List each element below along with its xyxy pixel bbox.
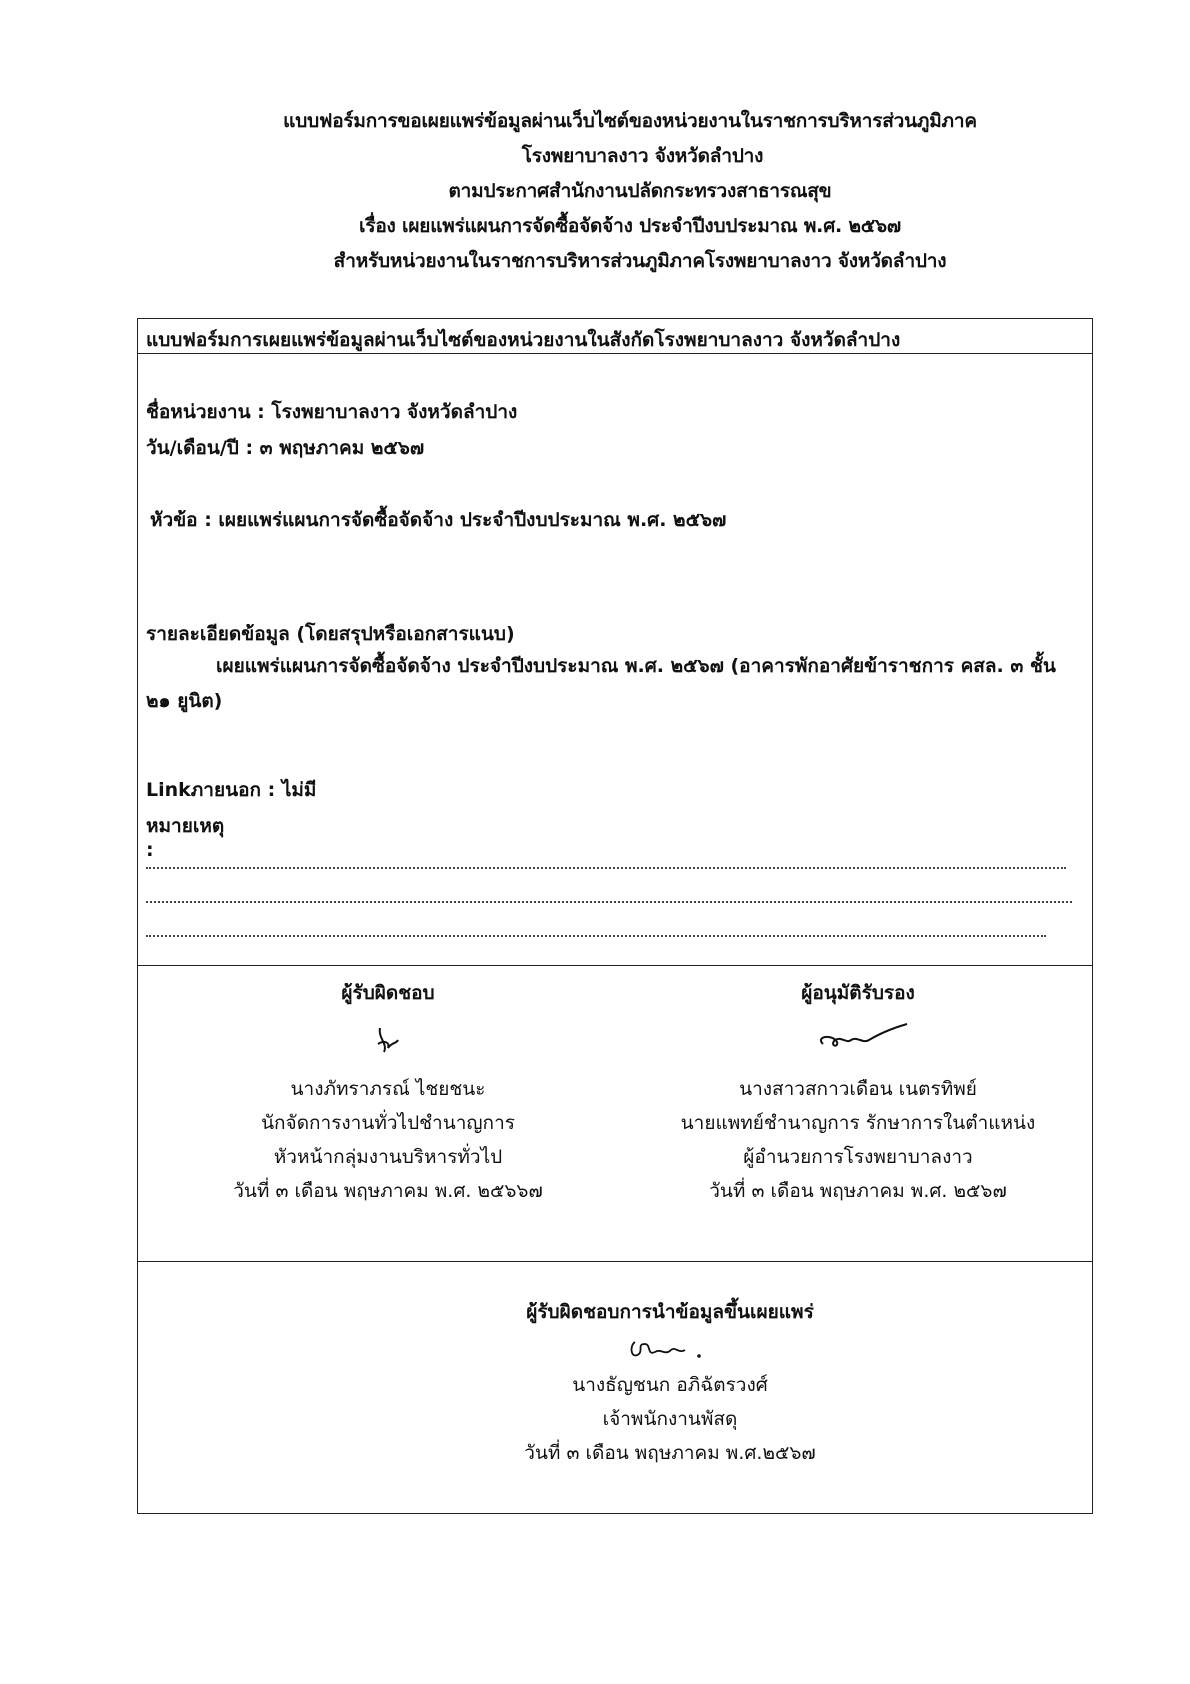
approver-signature-block — [638, 966, 1078, 1208]
responsible-position-2: หัวหน้ากลุ่มงานบริหารทั่วไป — [273, 1146, 503, 1168]
approver-role: ผู้อนุมัติรับรอง — [801, 982, 915, 1004]
remark-colon: : — [146, 839, 154, 861]
detail-text-block — [146, 649, 1076, 719]
publisher-signature — [138, 1332, 1092, 1368]
detail-text: เผยแพร่แผนการจัดซื้อจัดจ้าง ประจำปีงบประมาณ พ.ศ. ๒๕๖๗ (อาคารพักอาศัยข้าราชการ คสล. ๓ ชั้น ๒๑ ยูนิต) — [146, 655, 1056, 712]
remark-dotted-line — [146, 901, 1072, 903]
approver-position-1: นายแพทย์ชำนาญการ รักษาการในตำแหน่ง — [680, 1112, 1036, 1134]
form-header-row — [138, 319, 1092, 354]
responsible-signature-block — [198, 966, 578, 1208]
responsible-role: ผู้รับผิดชอบ — [341, 982, 435, 1004]
responsible-position-1: นักจัดการงานทั่วไปชำนาญการ — [261, 1112, 515, 1134]
agency-field: ชื่อหน่วยงาน : โรงพยาบาลงาว จังหวัดลำปาง — [146, 401, 518, 423]
publisher-name: นางธัญชนก อภิฉัตรวงศ์ — [572, 1374, 768, 1396]
signature-section — [138, 965, 1092, 1262]
title-line-5: สำหรับหน่วยงานในราชการบริหารส่วนภูมิภาคโรงพยาบาลงาว จังหวัดลำปาง — [333, 250, 947, 272]
title-line-3: ตามประกาศสำนักงานปลัดกระทรวงสาธารณสุข — [448, 180, 832, 202]
publication-form — [137, 318, 1093, 1514]
publisher-position: เจ้าพนักงานพัสดุ — [602, 1408, 738, 1430]
approver-name: นางสาวสกาวเดือน เนตรทิพย์ — [739, 1078, 977, 1100]
responsible-name: นางภัทราภรณ์ ไชยชนะ — [290, 1078, 486, 1100]
detail-label: รายละเอียดข้อมูล (โดยสรุปหรือเอกสารแนบ) — [146, 623, 515, 645]
title-line-2: โรงพยาบาลงาว จังหวัดลำปาง — [521, 145, 764, 167]
responsible-date: วันที่ ๓ เดือน พฤษภาคม พ.ศ. ๒๕๖๖๗ — [233, 1180, 543, 1202]
approver-date: วันที่ ๓ เดือน พฤษภาคม พ.ศ. ๒๕๖๗ — [709, 1180, 1007, 1202]
approver-position-2: ผู้อำนวยการโรงพยาบาลงาว — [743, 1146, 973, 1168]
external-link-field: Linkภายนอก : ไม่มี — [146, 779, 317, 801]
topic-field: หัวข้อ : เผยแพร่แผนการจัดซื้อจัดจ้าง ประจำปีงบประมาณ พ.ศ. ๒๕๖๗ — [150, 509, 727, 531]
date-field: วัน/เดือน/ปี : ๓ พฤษภาคม ๒๕๖๗ — [146, 437, 425, 459]
title-line-1: แบบฟอร์มการขอเผยแพร่ข้อมูลผ่านเว็บไซต์ของหน่วยงานในราชการบริหารส่วนภูมิภาค — [283, 110, 977, 132]
publisher-date: วันที่ ๓ เดือน พฤษภาคม พ.ศ.๒๕๖๗ — [524, 1442, 816, 1464]
remark-dotted-line — [146, 935, 1046, 937]
remark-label: หมายเหตุ — [146, 815, 225, 837]
remark-dotted-line — [146, 867, 1066, 869]
responsible-signature — [198, 1014, 578, 1072]
approver-signature — [638, 1014, 1078, 1072]
publisher-signature-block — [138, 1262, 1092, 1512]
document-title — [0, 104, 1190, 279]
form-header: แบบฟอร์มการเผยแพร่ข้อมูลผ่านเว็บไซต์ของหน่วยงานในสังกัดโรงพยาบาลงาว จังหวัดลำปาง — [146, 329, 901, 351]
title-line-4: เรื่อง เผยแพร่แผนการจัดซื้อจัดจ้าง ประจำปีงบประมาณ พ.ศ. ๒๕๖๗ — [359, 215, 901, 237]
publisher-role: ผู้รับผิดชอบการนำข้อมูลขึ้นเผยแพร่ — [526, 1301, 814, 1323]
